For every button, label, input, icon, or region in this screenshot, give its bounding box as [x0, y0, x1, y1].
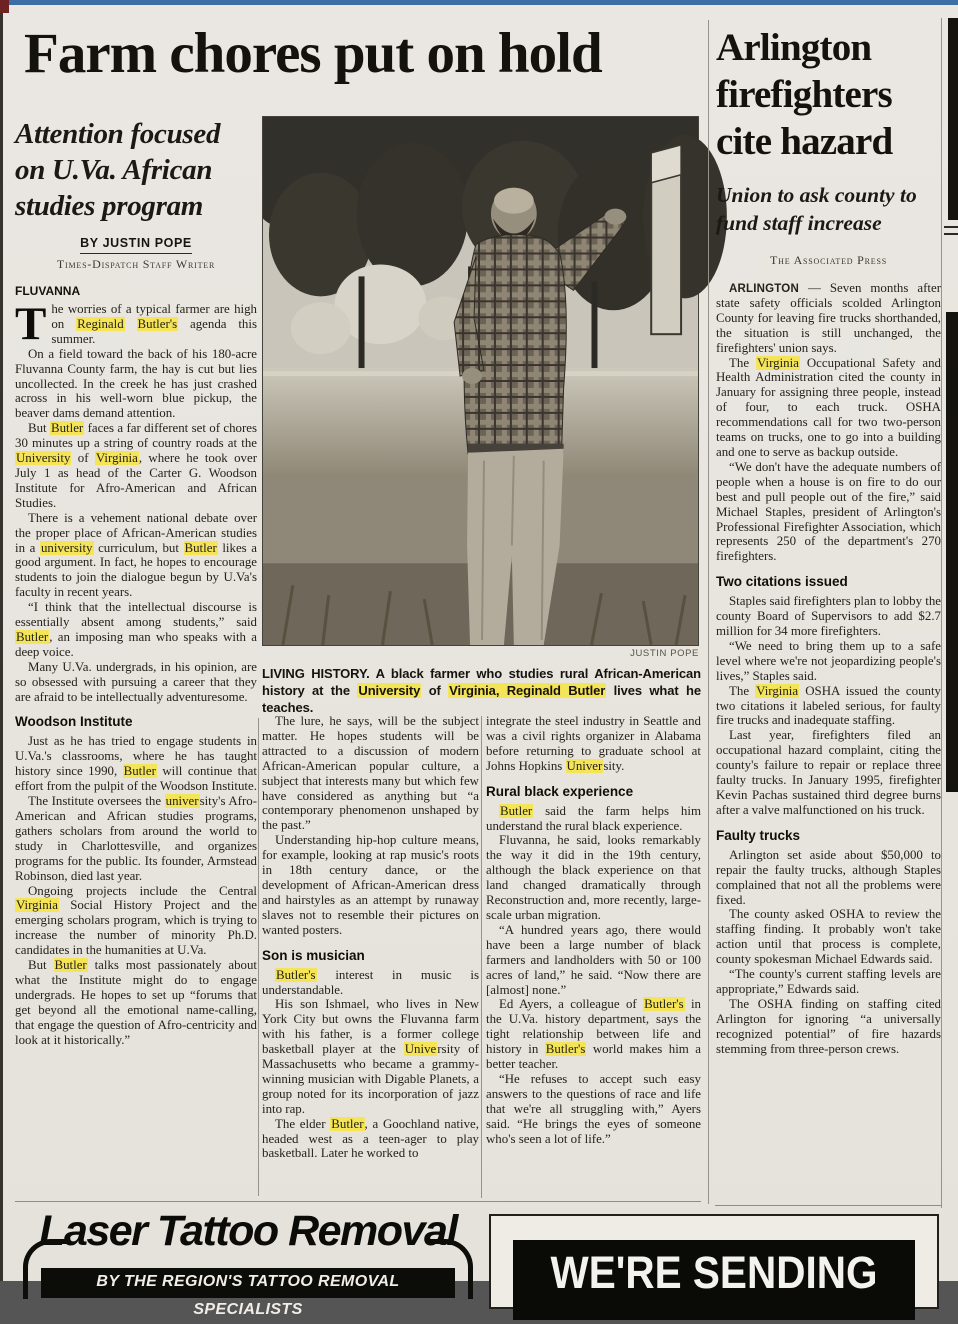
photo-living-history [262, 116, 699, 646]
text-run: Understanding hip-hop culture means, for example, looking at rap music's roots in 18th century dance, or the development of African-American dress and hairstyles as an attempt by runaway slaves not to resemble their pictures on wanted posters. [262, 833, 479, 937]
search-highlight: Virginia [756, 355, 799, 370]
adjacent-page-fragment [946, 18, 958, 220]
search-highlight: Unive [404, 1042, 437, 1057]
search-highlight: Butler's [644, 997, 684, 1012]
ad-laser-tattoo-removal [15, 1206, 481, 1318]
text-run: Occupational Safety and Health Administration cited the county in January for assigning three people, instead of four, to each truck. OSHA recommendations call for two two-person teams on trucks, one to go into a building and one to serve as backup outside. [716, 355, 942, 459]
section-header: Son is musician [262, 947, 365, 963]
text-run: Last year, firefighters filed an occupational hazard complaint, citing the county's failure to repair or replace three faulty trucks. In January 1995, firefighter Kevin Pachas sustained third degree burns after a valve malfunctioned on his truck. [716, 728, 941, 817]
text-run: Ed Ayers, a colleague of [499, 997, 644, 1012]
column-rule [708, 20, 709, 1204]
paragraph [262, 1117, 479, 1162]
paragraph [486, 804, 701, 834]
paragraph [15, 884, 257, 959]
dateline: ARLINGTON [729, 283, 799, 295]
search-highlight: Butler [50, 421, 84, 436]
text-run: There is a vehement national debate over the proper place of African-American studies in a [15, 510, 257, 555]
drop-cap: T [15, 298, 47, 350]
text-run: integrate the steel industry in Seattle and was a civil rights organizer in Alabama before returning to graduate school at Johns Hopkins [486, 714, 701, 773]
search-highlight: University [358, 683, 421, 698]
text-run: Staples said firefighters plan to lobby the county Board of Supervisors to add $2.7 million for 34 more firefighters. [716, 594, 941, 639]
search-highlight: Butler's [137, 316, 178, 331]
paragraph [486, 997, 701, 1072]
search-highlight: Virginia [756, 683, 799, 698]
text-run: world makes him a better teacher. [486, 1042, 702, 1072]
photo-credit: JUSTIN POPE [630, 648, 699, 659]
byline: BY JUSTIN POPE [80, 236, 192, 254]
paragraph [716, 281, 941, 356]
paragraph [716, 728, 941, 817]
side-article-text-flow [716, 281, 941, 1057]
section-header: Woodson Institute [15, 714, 133, 730]
text-run: The county asked OSHA to review the staffing finding. It probably won't take action until that process is complete, county spokesman Michael Edwards said. [716, 907, 941, 967]
text-run: “I think that the intellectual discourse is essentially absent among students,” said [15, 600, 257, 630]
text-run: sity. [603, 758, 625, 773]
ad-black-box [513, 1240, 915, 1320]
text-run: “He refuses to accept such easy answers to the questions of race and life that we're all struggling with,” Ayers said. “He brings the eyes of someone who's seen a lot of life.” [486, 1071, 701, 1146]
paragraph [15, 347, 257, 422]
text-run: His son Ishmael, who lives in New York City but owns the Fluvanna farm with his father, is a former college basketball player at the [262, 997, 479, 1057]
paragraph [716, 639, 941, 684]
paragraph [262, 833, 479, 937]
side-subhead: Union to ask county to fund staff increase [716, 183, 917, 235]
viewer-corner-mark [0, 0, 9, 13]
text-run: Many U.Va. undergrads, in his opinion, are so obsessed with pursuing a career that they are afraid to be intellectually adventuresome. [15, 659, 257, 704]
text-run: , where he took over July 1 as head of the Carter G. Woodson Institute for Afro-American and African Studies. [15, 451, 257, 510]
side-byline: The Associated Press [770, 253, 887, 267]
text-run: will continue that effort from the pulpit of the Woodson Institute. [15, 764, 257, 794]
text-run: likes a good argument. In fact, he hopes to encourage students to join the dialogue begun by U.Va's faculty in recent years. [15, 540, 257, 600]
search-highlight: Butler [331, 1116, 364, 1131]
side-article [716, 16, 941, 1204]
paragraph [15, 421, 257, 510]
paragraph [15, 298, 257, 350]
text-run: — Seven months after state safety officials scolded Arlington County for leaving fire trucks shorthanded, the situation is still unchanged, the firefighters' union says. [716, 281, 941, 355]
text-run: of [71, 451, 95, 466]
text-run: Ongoing projects include the Central [28, 883, 257, 898]
adjacent-page-rule [944, 226, 958, 228]
text-run: “We don't have the adequate numbers of people when a house is on fire to do our best and pull people out of the fire,” said Michael Staples, president of Arlington's Professional Firefighter Association, which represents 250 of the department's 270 firefighters. [716, 459, 941, 564]
paragraph [716, 967, 941, 997]
text-run: faces a far different set of chores 30 minutes up a string of country roads at the [15, 421, 257, 451]
paragraph [716, 594, 941, 639]
search-highlight: Butler's [545, 1042, 586, 1057]
byline-block [15, 234, 257, 272]
paragraph [716, 460, 941, 564]
paragraph [15, 600, 257, 660]
search-highlight: Virginia, Reginald Butler [449, 683, 606, 698]
text-run: On a field toward the back of his 180-acre Fluvanna County farm, the hay is cut but lies uncollected. In the creek he has just crashed across in his well-worn blue pickup, the beaver dams demand attention. [15, 346, 257, 421]
text-run: LIVING HISTORY. A black farmer who studies rural African-American history at the [262, 666, 701, 698]
text-run: lives what he teaches. [262, 683, 701, 715]
paragraph [15, 511, 257, 600]
paragraph [486, 923, 701, 998]
paragraph [716, 907, 941, 967]
search-highlight: Butler's [276, 967, 316, 982]
main-headline: Farm chores put on hold [24, 22, 602, 85]
text-run [125, 317, 137, 331]
ad-tattoo-subtitle: BY THE REGION'S TATTOO REMOVAL SPECIALISTS [41, 1268, 455, 1298]
section-header: Faulty trucks [716, 827, 801, 843]
text-run: “We need to bring them up to a safe level where we're not jeopardizing people's lives,” Staples said. [716, 638, 941, 683]
text-run: sity's Afro-American and African studies programs, gathers scholars from around the world to study in Charlottesville, and organizes programs for the public. Its founder, Armstead Robinson, died last year. [15, 794, 257, 883]
main-article-column-2 [262, 714, 479, 1200]
paragraph [716, 997, 941, 1057]
section-header: Two citations issued [716, 574, 848, 590]
text-run: of [421, 683, 449, 698]
text-run: The lure, he says, will be the subject matter. He hopes students will be attracted to a discussion of modern African-American popular culture, a subject that interests many but which few have considered as anything but “a contemporary phenomenon unshaped by the past.” [262, 714, 479, 833]
ad-frame [489, 1214, 939, 1309]
paragraph [15, 660, 257, 705]
horizontal-rule [15, 1201, 701, 1202]
search-highlight: Butler [16, 629, 49, 644]
photo-caption [262, 665, 701, 716]
text-run: The OSHA finding on staffing cited Arlington for ignoring “a universally recognized potential” of fire hazards stemming from three-person crews. [716, 996, 941, 1056]
text-run: , an imposing man who speaks with a deep voice. [15, 629, 257, 659]
byline-organization: Times-Dispatch Staff Writer [56, 257, 216, 271]
search-highlight: Reginald [77, 316, 124, 331]
dateline-label: FLUVANNA [15, 284, 81, 298]
paragraph [716, 848, 941, 908]
text-run: Arlington set aside about $50,000 to repair the faulty trucks, although Staples complained that not all the problems were fixed. [716, 847, 941, 907]
page-left-edge [0, 5, 3, 1281]
adjacent-page-rule [944, 233, 958, 235]
text-run: The [729, 355, 756, 370]
text-run: Just as he has tried to engage students in U.Va.'s classrooms, where he has taught history since 1990, [15, 734, 257, 779]
paragraph [716, 356, 941, 460]
paragraph [716, 684, 941, 729]
paragraph [262, 665, 701, 716]
text-run: he worries of a typical farmer are high on [51, 302, 257, 331]
section-header: Rural black experience [486, 783, 634, 799]
search-highlight: Butler [500, 803, 533, 818]
paragraph [262, 968, 479, 998]
text-run: rsity of Massachusetts who became a grammy-winning musician with Digable Planets, a group noted for its incorporation of jazz into rap. [262, 1042, 479, 1116]
main-subhead: Attention focused on U.Va. African studies program [15, 118, 221, 222]
text-run: Social History Project and the emerging scholars program, which is trying to increase the number of minority Ph.D. candidates in the humanities at U.Va. [15, 898, 257, 958]
text-run: Fluvanna, he said, looks remarkably the way it did in the 19th century, although the black experience on that land changed dramatically through Reconstruction and, more recently, large-scale urban migration. [486, 833, 701, 922]
text-run: OSHA issued the county two citations it labeled serious, for faulty fire trucks and inadequate staffing. [716, 683, 941, 728]
viewer-background-strip [0, 0, 958, 5]
article-text-flow [15, 298, 257, 1048]
photo-figure [262, 116, 701, 716]
ad-tattoo-title: Laser Tattoo Removal [39, 1207, 457, 1255]
text-run: But [28, 958, 54, 973]
search-highlight: university [40, 540, 93, 555]
text-run: in the U.Va. history department, says the tight relationship between life and history in [486, 997, 702, 1057]
text-run: The elder [275, 1116, 331, 1131]
paragraph [262, 997, 479, 1116]
search-highlight: Univer [566, 758, 603, 773]
text-run: “A hundred years ago, there would have been a large number of black farmers and landholders with 50 or 100 acres of land,” he said. “Now there are [almost] none.” [486, 922, 701, 997]
ad-sending-title: WE'RE SENDING [550, 1247, 878, 1298]
side-headline: Arlington firefighters cite hazard [716, 26, 893, 163]
text-run: interest in music is understandable. [262, 967, 479, 997]
text-run: The [729, 683, 756, 698]
text-run: “The county's current staffing levels are appropriate,” Edwards said. [716, 967, 941, 996]
text-run: talks most passionately about what the Institute might do to engage undergrads. He hopes to set up “forums that get beyond all the emotional name-calling, that engage the question of Afro-centricity and look at it historically.” [15, 958, 257, 1047]
ad-were-sending [487, 1206, 942, 1298]
paragraph [486, 714, 701, 774]
main-article-column-3 [486, 714, 701, 1200]
search-highlight: Butler [184, 540, 217, 555]
paragraph [15, 958, 257, 1047]
text-run: The Institute oversees the [28, 794, 165, 809]
text-run: said the farm helps him understand the rural black experience. [486, 803, 701, 833]
text-run: curriculum, but [93, 540, 184, 555]
column-rule [941, 18, 942, 1208]
paragraph [15, 794, 257, 883]
column-rule [481, 716, 482, 1198]
search-highlight: Virginia [95, 451, 138, 466]
search-highlight: Butler [123, 764, 156, 779]
paragraph [486, 833, 701, 922]
text-run: , a Goochland native, headed west as a teen-ager to play basketball. Later he worked to [262, 1116, 479, 1161]
adjacent-page-fragment [946, 312, 958, 792]
text-run: But [28, 421, 50, 436]
search-highlight: univer [165, 794, 199, 809]
paragraph [15, 734, 257, 794]
search-highlight: Virginia [16, 898, 58, 913]
text-run: agenda this summer. [51, 316, 257, 346]
search-highlight: University [16, 451, 71, 466]
main-article-column-1 [15, 116, 257, 1198]
column-rule [258, 718, 259, 1196]
paragraph [262, 714, 479, 833]
search-highlight: Butler [54, 958, 87, 973]
paragraph [486, 1072, 701, 1147]
